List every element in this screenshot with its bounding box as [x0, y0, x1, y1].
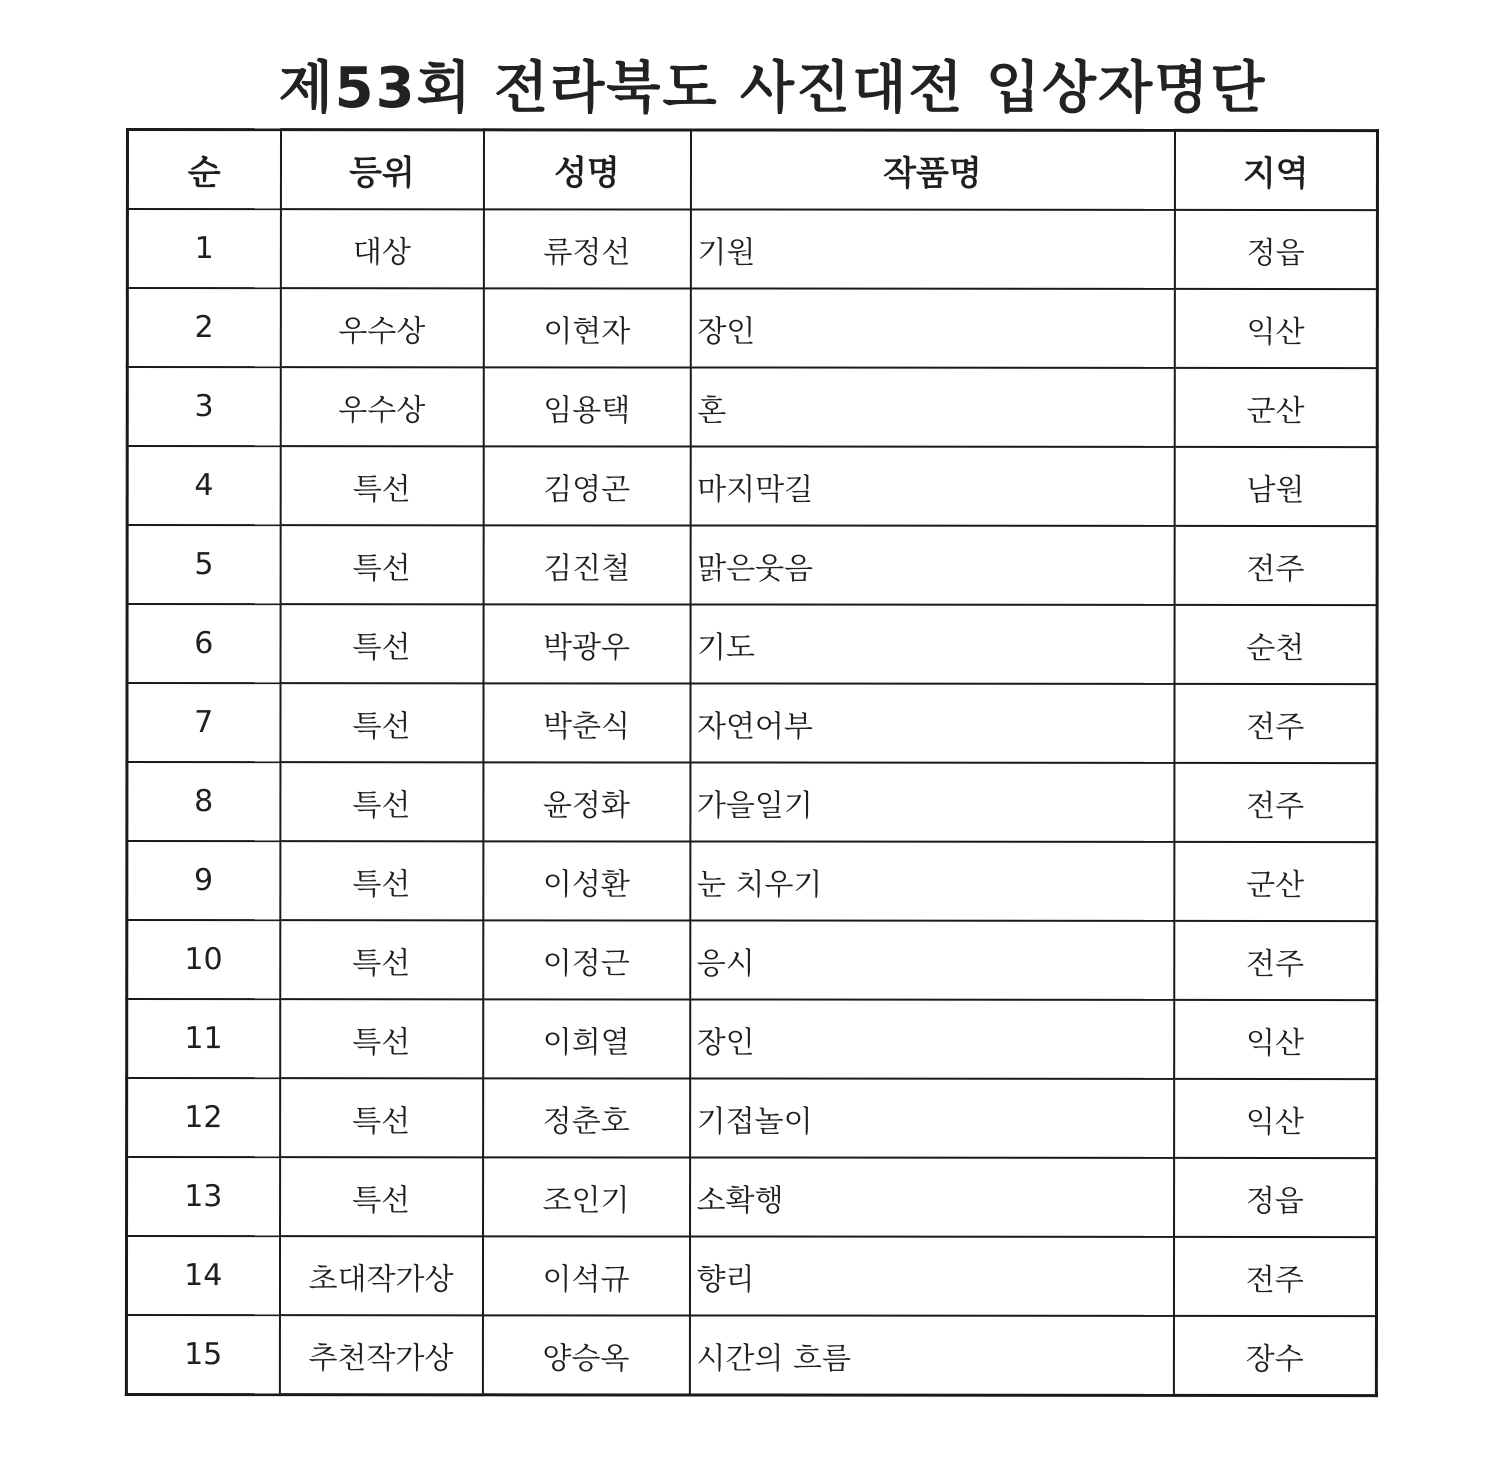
cell-region: 익산: [1174, 1000, 1377, 1079]
header-region: 지역: [1174, 130, 1377, 210]
cell-number: 12: [127, 1078, 280, 1157]
cell-number: 4: [127, 446, 280, 525]
document-title: 제53회 전라북도 사진대전 입상자명단: [278, 56, 1267, 121]
cell-number: 6: [127, 604, 280, 683]
cell-work-title: 혼: [690, 367, 1174, 446]
header-rank: 등위: [280, 130, 483, 210]
cell-name: 박광우: [483, 604, 690, 683]
cell-work-title: 향리: [689, 1236, 1173, 1315]
cell-region: 전주: [1174, 684, 1377, 763]
table-row: [127, 1078, 1377, 1158]
cell-region: 정읍: [1174, 210, 1377, 289]
cell-work-title: 마지막길: [690, 446, 1174, 525]
cell-work-title: 소확행: [690, 1157, 1174, 1236]
cell-rank: 특선: [280, 841, 483, 920]
table-row: [126, 1236, 1376, 1316]
table-row: [127, 209, 1377, 289]
header-number: 순: [127, 130, 280, 210]
cell-rank: 추천작가상: [279, 1315, 482, 1395]
table-row: [127, 920, 1377, 1000]
cell-name: 이정근: [483, 920, 690, 999]
cell-number: 9: [127, 841, 280, 920]
cell-region: 익산: [1174, 1079, 1377, 1158]
cell-region: 전주: [1174, 526, 1377, 605]
cell-region: 군산: [1174, 368, 1377, 447]
table-row: [127, 841, 1377, 921]
cell-work-title: 장인: [690, 999, 1174, 1078]
cell-number: 2: [127, 288, 280, 367]
cell-name: 박춘식: [483, 683, 690, 762]
cell-region: 장수: [1173, 1316, 1376, 1396]
table-row: [127, 683, 1377, 763]
cell-work-title: 기원: [690, 209, 1174, 288]
cell-name: 양승옥: [482, 1315, 689, 1395]
cell-number: 1: [127, 209, 280, 288]
winners-table: [125, 128, 1379, 1397]
cell-name: 윤정화: [483, 762, 690, 841]
header-work-title: 작품명: [690, 130, 1174, 210]
table-row: [127, 525, 1377, 605]
table-row: [126, 1315, 1376, 1396]
cell-rank: 우수상: [280, 288, 483, 367]
cell-region: 익산: [1174, 289, 1377, 368]
cell-work-title: 응시: [690, 920, 1174, 999]
table-row: [127, 762, 1377, 842]
table-row: [127, 367, 1377, 447]
cell-work-title: 가을일기: [690, 762, 1174, 841]
cell-rank: 특선: [280, 1078, 483, 1157]
cell-name: 류정선: [483, 209, 690, 288]
cell-region: 남원: [1174, 447, 1377, 526]
cell-number: 7: [127, 683, 280, 762]
cell-name: 정춘호: [483, 1078, 690, 1157]
cell-region: 군산: [1174, 842, 1377, 921]
cell-rank: 우수상: [280, 367, 483, 446]
cell-rank: 특선: [280, 446, 483, 525]
table-row: [127, 1157, 1377, 1237]
cell-name: 이현자: [483, 288, 690, 367]
cell-name: 이희열: [483, 999, 690, 1078]
cell-region: 정읍: [1174, 1158, 1377, 1237]
cell-number: 8: [127, 762, 280, 841]
cell-work-title: 시간의 흐름: [689, 1315, 1173, 1395]
table-row: [127, 446, 1377, 526]
cell-number: 13: [127, 1157, 280, 1236]
cell-work-title: 눈 치우기: [690, 841, 1174, 920]
cell-work-title: 자연어부: [690, 683, 1174, 762]
cell-rank: 초대작가상: [279, 1236, 482, 1315]
cell-number: 3: [127, 367, 280, 446]
cell-rank: 특선: [280, 920, 483, 999]
cell-region: 전주: [1174, 921, 1377, 1000]
cell-name: 이석규: [482, 1236, 689, 1315]
cell-rank: 특선: [280, 683, 483, 762]
cell-rank: 특선: [280, 762, 483, 841]
table-body: [126, 209, 1377, 1396]
cell-rank: 특선: [280, 525, 483, 604]
cell-name: 조인기: [483, 1157, 690, 1236]
cell-number: 11: [127, 999, 280, 1078]
cell-work-title: 장인: [690, 288, 1174, 367]
cell-rank: 특선: [280, 999, 483, 1078]
table-row: [127, 288, 1377, 368]
table-row: [127, 604, 1377, 684]
table-header-row: [127, 130, 1377, 211]
cell-work-title: 기도: [690, 604, 1174, 683]
cell-name: 김영곤: [483, 446, 690, 525]
cell-name: 이성환: [483, 841, 690, 920]
cell-work-title: 맑은웃음: [690, 525, 1174, 604]
cell-name: 임용택: [483, 367, 690, 446]
header-name: 성명: [483, 130, 690, 210]
cell-number: 14: [126, 1236, 279, 1315]
cell-number: 15: [126, 1315, 279, 1395]
cell-number: 5: [127, 525, 280, 604]
cell-region: 순천: [1174, 605, 1377, 684]
cell-region: 전주: [1173, 1237, 1376, 1316]
cell-work-title: 기접놀이: [690, 1078, 1174, 1157]
cell-rank: 특선: [280, 1157, 483, 1236]
cell-number: 10: [127, 920, 280, 999]
cell-rank: 특선: [280, 604, 483, 683]
cell-rank: 대상: [280, 209, 483, 288]
table-row: [127, 999, 1377, 1079]
cell-name: 김진철: [483, 525, 690, 604]
cell-region: 전주: [1174, 763, 1377, 842]
